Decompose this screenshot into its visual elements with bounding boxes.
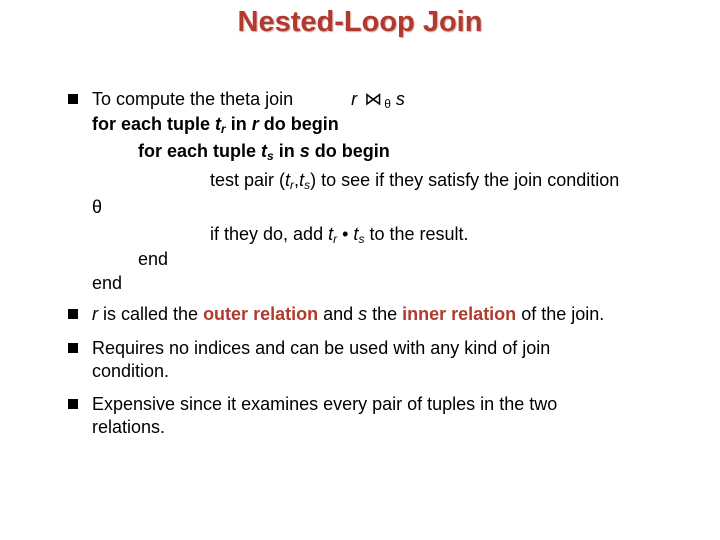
bullet-3-line-2: condition.: [92, 361, 170, 381]
bullet-3-line-1: Requires no indices and can be used with any kind of join: [92, 338, 551, 358]
code-inner-loop: for each tuple $t_s$ in s do begin: [138, 141, 390, 163]
code-test-pair: test pair $(t_r,t_s)$ to see if they satisfy the join condition: [210, 170, 620, 192]
bullet-marker-1: [68, 94, 78, 104]
join-theta: θ: [384, 97, 391, 111]
bullet-4-line-1: Expensive since it examines every pair of tuples in the two: [92, 394, 558, 414]
bullet-marker-3: [68, 343, 78, 353]
theta-join-intro: To compute the theta join: [92, 89, 294, 109]
bullet-4-line-2: relations.: [92, 417, 166, 437]
code-end-inner: end: [138, 249, 169, 269]
bullet-marker-2: [68, 309, 78, 319]
slide-title: Nested-Loop Join: [237, 6, 483, 38]
code-end-outer: end: [92, 273, 123, 293]
expr-r: r: [351, 89, 358, 109]
join-symbol-icon: ⋈: [364, 89, 383, 109]
outer-relation-term: outer relation: [203, 304, 319, 324]
code-add-result: if they do, add $t_r$ • $t_s$ to the result.: [210, 224, 469, 246]
bullet-1-text: [92, 88, 405, 110]
inner-relation-term: inner relation: [402, 304, 517, 324]
code-theta-symbol: θ: [92, 197, 103, 217]
bullet-2-text: r is called the outer relation and s the inner relation of the join.: [92, 304, 605, 324]
expr-s: s: [395, 89, 405, 109]
bullet-marker-4: [68, 399, 78, 409]
code-outer-loop: for each tuple $t_r$ in r do begin: [92, 114, 339, 136]
